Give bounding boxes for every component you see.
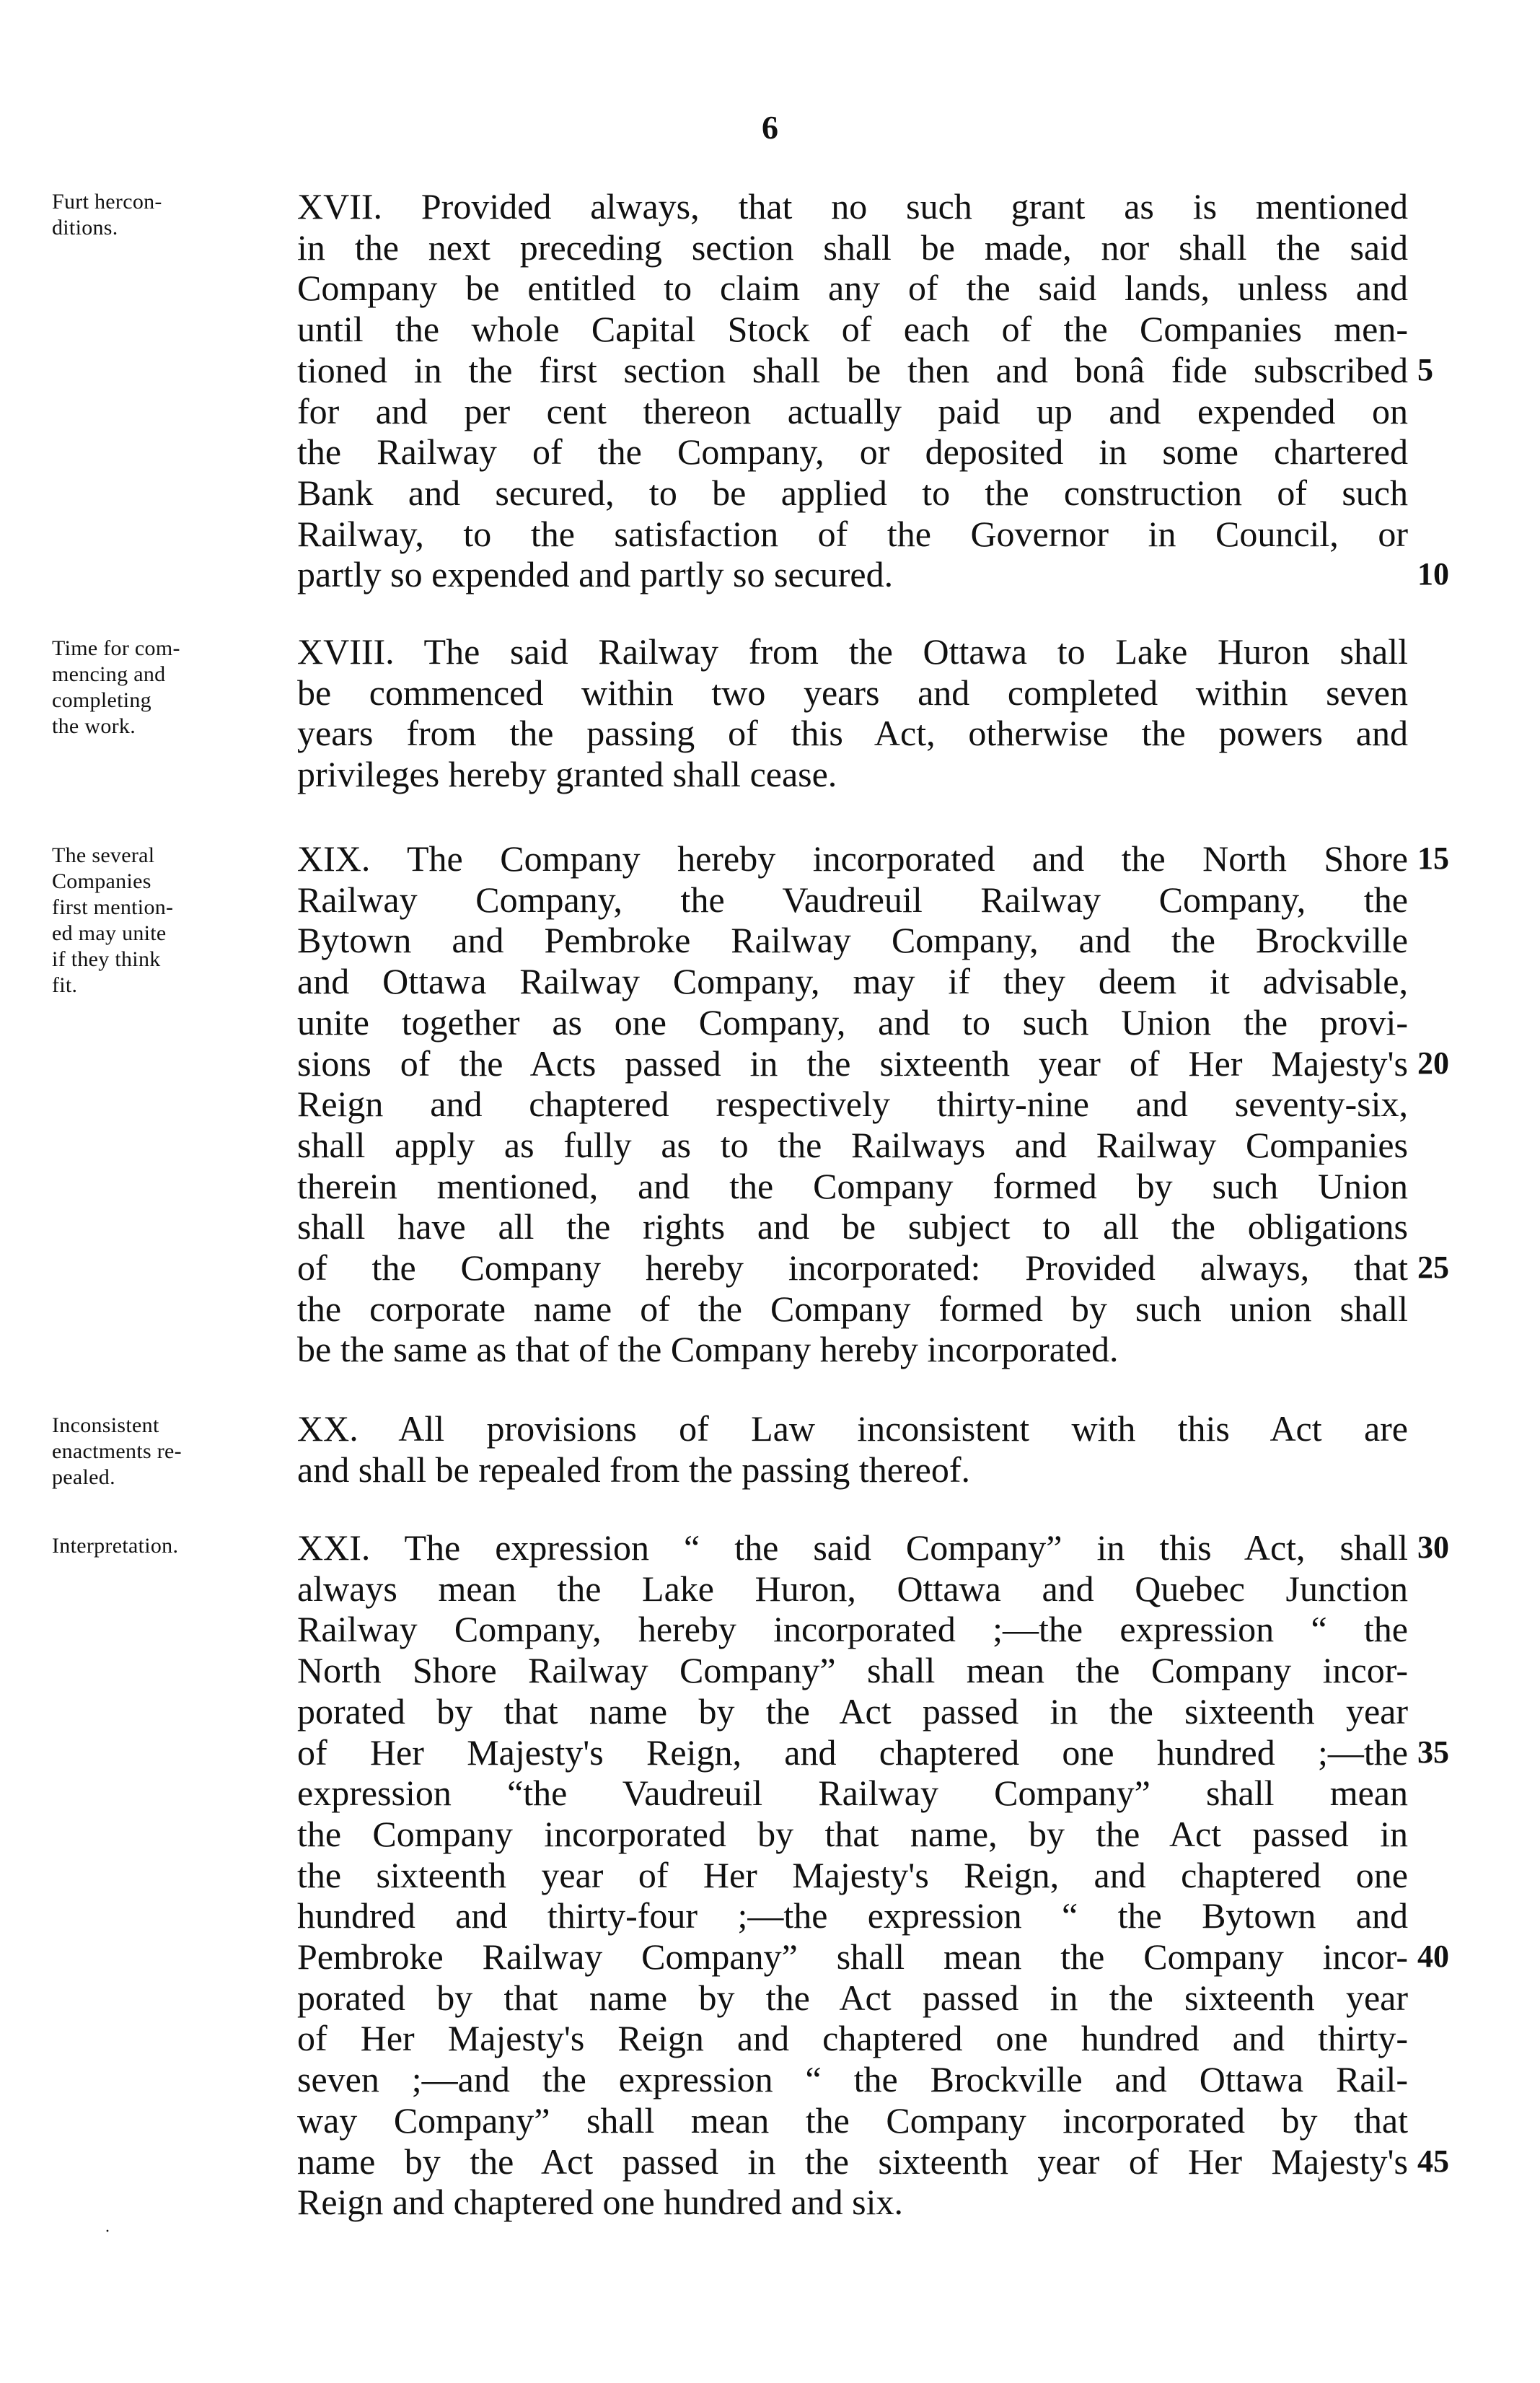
margin-note-line: Time for com-	[52, 636, 180, 660]
text-line: Pembroke Railway Company” shall mean the Company incor-	[297, 1936, 1408, 1978]
text-line: Railway, to the satisfaction of the Governor in Council, or	[297, 513, 1408, 554]
margin-note-line: if they think	[52, 947, 161, 971]
text-line: always mean the Lake Huron, Ottawa and Quebec Junction	[297, 1568, 1408, 1609]
margin-note-line: enactments re-	[52, 1439, 182, 1463]
margin-note-line: ditions.	[52, 216, 118, 240]
section-text	[297, 838, 1408, 1370]
text-line: XXI. The expression “ the said Company” in this Act, shall	[297, 1527, 1408, 1568]
text-line: be commenced within two years and completed within seven	[297, 672, 1408, 713]
text-line: of the Company hereby incorporated: Provided always, that	[297, 1247, 1408, 1289]
text-line: name by the Act passed in the sixteenth year of Her Majesty's	[297, 2141, 1408, 2182]
text-line: be the same as that of the Company hereby incorporated.	[297, 1329, 1119, 1370]
text-line: way Company” shall mean the Company incorporated by that	[297, 2099, 1408, 2141]
text-line: expression “the Vaudreuil Railway Company” shall mean	[297, 1773, 1408, 1814]
text-line: seven ;—and the expression “ the Brockville and Ottawa Rail-	[297, 2059, 1408, 2100]
section-text	[297, 631, 1408, 795]
margin-note	[52, 636, 268, 740]
line-number: 15	[1417, 841, 1449, 876]
text-line: tioned in the first section shall be then and bonâ fide subscribed	[297, 349, 1408, 390]
text-line: Railway Company, the Vaudreuil Railway Company, the	[297, 879, 1408, 920]
text-line: XIX. The Company hereby incorporated and the North Shore	[297, 838, 1408, 879]
margin-note-line: pealed.	[52, 1465, 115, 1489]
text-line: North Shore Railway Company” shall mean the Company incor-	[297, 1650, 1408, 1691]
margin-note-line: mencing and	[52, 662, 166, 686]
section-text	[297, 1527, 1408, 2223]
text-line: and Ottawa Railway Company, may if they deem it advisable,	[297, 961, 1408, 1002]
margin-note-line: The several	[52, 843, 155, 867]
text-line: porated by that name by the Act passed in the sixteenth year	[297, 1690, 1408, 1732]
text-line: in the next preceding section shall be made, nor shall the said	[297, 227, 1408, 268]
line-number: 35	[1417, 1734, 1449, 1770]
margin-note	[52, 1533, 268, 1559]
text-line: XVIII. The said Railway from the Ottawa to Lake Huron shall	[297, 631, 1408, 672]
line-number: 20	[1417, 1045, 1449, 1081]
margin-note-line: Furt hercon-	[52, 190, 162, 214]
text-line: Bytown and Pembroke Railway Company, and the Brockville	[297, 920, 1408, 961]
text-line: Reign and chaptered one hundred and six.	[297, 2182, 904, 2223]
text-line: Railway Company, hereby incorporated ;—the expression “ the	[297, 1609, 1408, 1650]
text-line: years from the passing of this Act, otherwise the powers and	[297, 713, 1408, 754]
text-line: therein mentioned, and the Company formed by such Union	[297, 1165, 1408, 1206]
text-line: shall apply as fully as to the Railways and Railway Companies	[297, 1124, 1408, 1165]
text-line: partly so expended and partly so secured.	[297, 554, 894, 595]
section-text	[297, 186, 1408, 595]
text-line: privileges hereby granted shall cease.	[297, 754, 837, 795]
margin-note-line: completing	[52, 688, 151, 712]
text-line: porated by that name by the Act passed in the sixteenth year	[297, 1977, 1408, 2018]
text-line: the Company incorporated by that name, by the Act passed in	[297, 1813, 1408, 1854]
text-line: Bank and secured, to be applied to the construction of such	[297, 472, 1408, 513]
text-line: the Railway of the Company, or deposited in some chartered	[297, 431, 1408, 473]
text-line: unite together as one Company, and to such Union the provi-	[297, 1001, 1408, 1043]
text-line: of Her Majesty's Reign and chaptered one hundred and thirty-	[297, 2018, 1408, 2059]
margin-note	[52, 189, 268, 241]
text-line: for and per cent thereon actually paid up and expended on	[297, 390, 1408, 431]
margin-note-line: first mention-	[52, 895, 174, 919]
text-line: XX. All provisions of Law inconsistent with this Act are	[297, 1408, 1408, 1449]
line-number: 5	[1417, 351, 1433, 387]
margin-note	[52, 1413, 268, 1491]
line-number: 30	[1417, 1530, 1449, 1565]
margin-note-line: Companies	[52, 869, 151, 893]
text-line: hundred and thirty-four ;—the expression “ the Bytown and	[297, 1895, 1408, 1936]
page-number: 6	[762, 109, 778, 146]
text-line: Company be entitled to claim any of the said lands, unless and	[297, 268, 1408, 309]
line-number: 45	[1417, 2143, 1449, 2179]
margin-note	[52, 843, 268, 999]
line-number: 40	[1417, 1939, 1449, 1974]
text-line: of Her Majesty's Reign, and chaptered one hundred ;—the	[297, 1732, 1408, 1773]
text-line: until the whole Capital Stock of each of the Companies men-	[297, 309, 1408, 350]
text-line: XVII. Provided always, that no such grant as is mentioned	[297, 186, 1408, 227]
text-line: and shall be repealed from the passing thereof.	[297, 1449, 970, 1490]
margin-note-line: the work.	[52, 714, 136, 738]
text-line: Reign and chaptered respectively thirty-nine and seventy-six,	[297, 1084, 1408, 1125]
text-line: sions of the Acts passed in the sixteenth year of Her Majesty's	[297, 1043, 1408, 1084]
line-number: 10	[1417, 556, 1449, 592]
text-line: the sixteenth year of Her Majesty's Reign, and chaptered one	[297, 1854, 1408, 1895]
stray-mark: ·	[105, 2222, 110, 2241]
section-text	[297, 1408, 1408, 1490]
margin-note-line: Interpretation.	[52, 1534, 179, 1558]
margin-note-line: fit.	[52, 973, 78, 997]
margin-note-line: Inconsistent	[52, 1413, 159, 1437]
text-line: shall have all the rights and be subject to all the obligations	[297, 1206, 1408, 1247]
margin-note-line: ed may unite	[52, 921, 167, 945]
line-number: 25	[1417, 1250, 1449, 1285]
text-line: the corporate name of the Company formed by such union shall	[297, 1288, 1408, 1329]
